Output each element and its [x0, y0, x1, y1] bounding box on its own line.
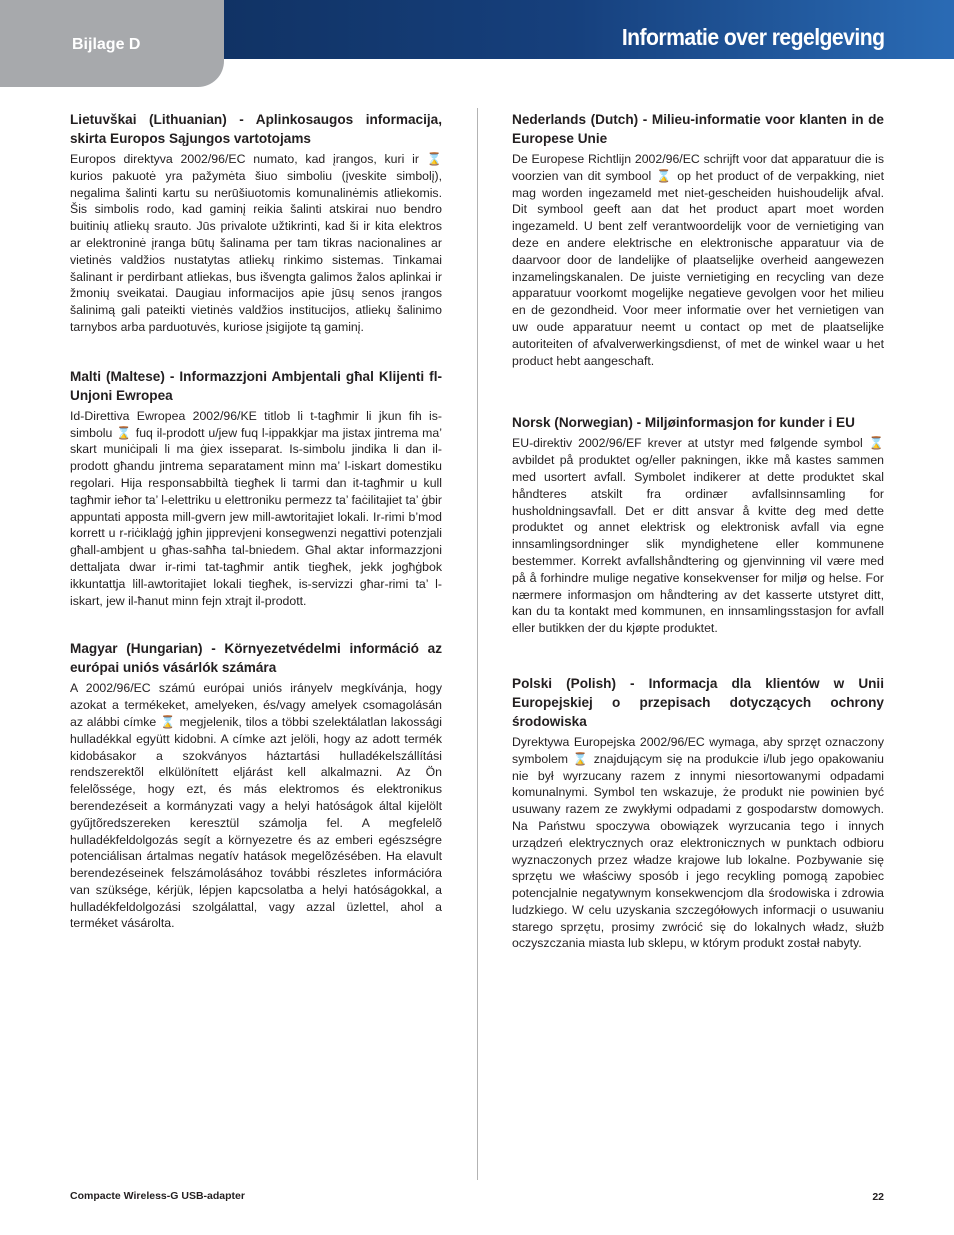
footer-page-number: 22	[872, 1191, 884, 1203]
section-body: Id-Direttiva Ewropea 2002/96/KE titlob li t-tagħmir li jkun fih is-simbolu ⌛ fuq il-prodott u/jew fuq l-ippakkjar ma jistax jintrema ma’ skart muniċipali li ma ġiex isseparat. Is-simbolu jindika li dan il-prodott għandu jintrema separatament minn ma’ l-iskart domestiku regolari. Hija responsabbiltà tiegħek li tarmi dan it-tagħmir u kull tagħmir ieħor ta’ l-elettriku u elettroniku permezz ta’ faċilitajiet ta’ ġbir appuntati apposta mill-gvern jew mill-awtoritajiet lokali. Ir-rimi b’mod korrett u r-riċiklaġġ jgħin jipprevjeni konsegwenzi negattivi potenzjali għall-ambjent u għas-saħħa tal-bniedem. Għal aktar informazzjoni dettaljata dwar ir-rimi tat-tagħmir antik tiegħek, jekk jogħġbok ikkuntattja lill-awtoritajiet lokali tiegħek, is-servizzi għar-rimi ta’ l-iskart, jew il-ħanut minn fejn xtrajt il-prodott.	[70, 408, 442, 608]
column-divider	[477, 108, 478, 1180]
right-column	[512, 110, 884, 952]
section-maltese	[70, 367, 442, 610]
section-body: Dyrektywa Europejska 2002/96/EC wymaga, aby sprzęt oznaczony symbolem ⌛ znajdującym się na produkcie i/lub jego opakowaniu nie był wyrzucany razem z innymi niesortowanymi odpadami komunalnymi. Symbol ten wskazuje, że produkt nie powinien być usuwany razem ze zwykłymi odpadami z gospodarstw domowych. Na Państwu spoczywa obowiązek wyrzucania tego i innych urządzeń elektrycznych oraz elektronicznych w punktach odbioru wyznaczonych przez władze krajowe lub lokalne. Pozbywanie się sprzętu we właściwy sposób i jego recykling pomogą zapobiec potencjalnie negatywnym konsekwencjom dla środowiska i zdrowia ludzkiego. W celu uzyskania szczegółowych informacji o usuwaniu starego sprzętu, prosimy zwrócić się do lokalnych władz, służb oczyszczania miasta lub sklepu, w którym produkt został nabyty.	[512, 734, 884, 951]
section-norwegian	[512, 413, 884, 637]
section-heading: Polski (Polish) - Informacja dla klientów w Unii Europejskiej o przepisach dotyczących ochrony środowiska	[512, 675, 884, 729]
left-column	[70, 110, 442, 932]
section-lithuanian	[70, 110, 442, 336]
section-dutch	[512, 110, 884, 369]
section-heading: Malti (Maltese) - Informazzjoni Ambjentali għal Klijenti fl-Unjoni Ewropea	[70, 368, 442, 403]
section-body: EU-direktiv 2002/96/EF krever at utstyr med følgende symbol ⌛ avbildet på produktet og/eller pakningen, ikke må kastes sammen med usortert avfall. Symbolet indikerer at dette produktet skal håndteres atskilt fra ordinær avfallsinnsamling for husholdningsavfall. Det er ditt ansvar å kvitte deg med dette produktet og annet elektrisk og elektronisk avfall via egne innsamlingsordninger slik myndighetene eller kommunene bestemmer. Korrekt avfallshåndtering og gjenvinning vil være med på å forhindre mulige negative konsekvenser for miljø og helse. For nærmere informasjon om håndtering av det kasserte utstyret ditt, kan du ta kontakt med kommunen, en innsamlingsstasjon for avfall eller butikken der du kjøpte produktet.	[512, 436, 884, 636]
section-body: A 2002/96/EC számú európai uniós irányelv megkívánja, hogy azokat a termékeket, amelyeken, és/vagy amelyek csomagolásán az alábbi címke ⌛ megjelenik, tilos a többi szelektálatlan lakossági hulladékkal együtt kidobni. A címke azt jelöli, hogy az adott termék kidobásakor a szokványos háztartási hulladékelszállítási rendszerektõl elkülönített eljárást kell alkalmazni. Az Ön felelõssége, hogy ezt, és más elektromos és elektronikus berendezéseit a kormányzati vagy a helyi hatóságok által kijelölt gyűjtõredszereken keresztül számolja fel. A megfelelõ hulladékfeldolgozás segít a környezetre és az emberi egészségre potenciálisan ártalmas negatív hatások megelõzésében. Ha elavult berendezéseinek felszámolásához további részletes információra van szüksége, kérjük, lépjen kapcsolatba a helyi hatóságokkal, a hulladékfeldolgozási szolgálattal, vagy azzal üzlettel, ahol a terméket vásárolta.	[70, 681, 442, 931]
footer-product-name: Compacte Wireless-G USB-adapter	[70, 1190, 245, 1202]
page-title: Informatie over regelgeving	[621, 24, 884, 50]
section-body: De Europese Richtlijn 2002/96/EC schrijft voor dat apparatuur die is voorzien van dit symbool ⌛ op het product of de verpakking, niet mag worden ingezameld met niet-gescheiden huishoudelijk afval. Dit symbool geeft aan dat het product apart moet worden ingezameld. U bent zelf verantwoordelijk voor de vernietiging van deze en andere elektrische en elektronische apparatuur via de daarvoor door de landelijke of plaatselijke overheid aangewezen inzamelingskanalen. De juiste vernietiging en recycling van deze apparatuur voorkomt mogelijke negatieve gevolgen voor het milieu en de gezondheid. Voor meer informatie over het vernietigen van uw oude apparatuur neemt u contact op met de plaatselijke autoriteiten of afvalverwerkingsdienst, of met de winkel waar u het product hebt aangeschaft.	[512, 152, 884, 368]
section-hungarian	[70, 639, 442, 932]
section-heading: Nederlands (Dutch) - Milieu-informatie voor klanten in de Europese Unie	[512, 112, 884, 146]
section-body: Europos direktyva 2002/96/EC numato, kad įrangos, kuri ir ⌛ kurios pakuotė yra pažymėta šiuo simboliu (įveskite simbolį), negalima šalinti kartu su nerūšiuotomis komunalinėmis atliekomis. Šis simbolis rodo, kad gaminį reikia šalinti atskirai nuo bendro buitinių atliekų srauto. Jūs privalote užtikrinti, kad ši ir kita elektros ar elektroninė įranga būtų šalinama per tam tikras nacionalines ar vietinės valdžios nustatytas atliekų rinkimo sistemas. Tinkamai šalinant ir perdirbant atliekas, bus išvengta galimos žalos aplinkai ir žmonių sveikatai. Daugiau informacijos apie jūsų senos įrangos šalinimą gali pateikti vietinės valdžios institucijos, atliekų šalinimo tarnybos arba parduotuvės, kuriose įsigijote tą gaminį.	[70, 152, 442, 334]
section-heading: Magyar (Hungarian) - Környezetvédelmi információ az európai uniós vásárlók számára	[70, 641, 442, 676]
appendix-tab	[0, 0, 224, 87]
appendix-label: Bijlage D	[72, 36, 141, 53]
section-heading: Norsk (Norwegian) - Miljøinformasjon for kunder i EU	[512, 415, 855, 431]
section-polish	[512, 674, 884, 952]
section-heading: Lietuvškai (Lithuanian) - Aplinkosaugos informacija, skirta Europos Sąjungos vartotojams	[70, 112, 442, 146]
